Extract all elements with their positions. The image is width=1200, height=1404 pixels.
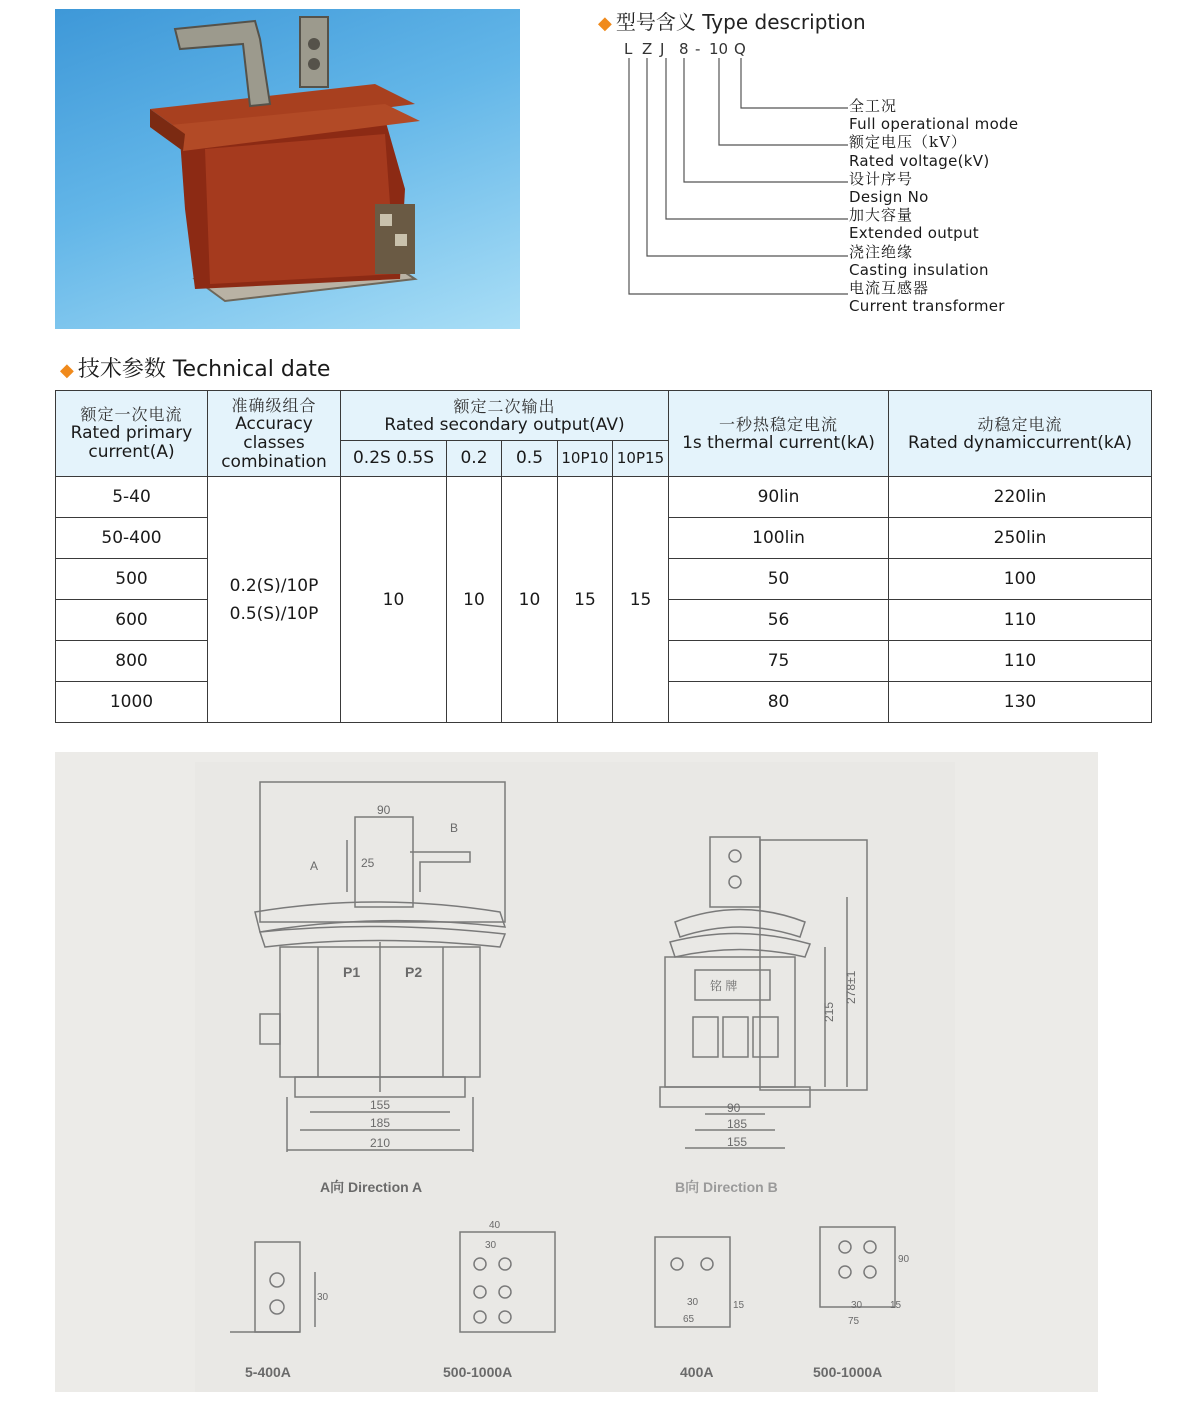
code-letter: Z	[642, 40, 653, 58]
subheader-cell: 0.2	[447, 441, 502, 477]
thermal-current-cell: 100lin	[669, 518, 889, 559]
terminal-dim: 75	[848, 1316, 860, 1327]
terminal-dim: 30	[485, 1240, 497, 1251]
thermal-current-cell: 75	[669, 641, 889, 682]
terminal-dim: 30	[851, 1300, 863, 1311]
base-dim: 185	[370, 1116, 391, 1130]
direction-a-label: A向 Direction A	[320, 1179, 423, 1195]
code-letter: 8	[679, 40, 689, 58]
terminal-dim: 30	[317, 1292, 329, 1303]
subheader-cell: 10P15	[613, 441, 669, 477]
height-dim: 215	[822, 1001, 836, 1022]
diamond-bullet-icon: ◆	[598, 13, 612, 34]
base-dim: 210	[370, 1136, 391, 1150]
dynamic-current-cell: 110	[889, 641, 1152, 682]
nameplate-label: 铭 牌	[710, 979, 738, 993]
legend-item: 浇注绝缘 Casting insulation	[849, 242, 989, 279]
side-base-dim: 90	[727, 1101, 741, 1115]
current-transformer-illustration	[55, 9, 520, 329]
dynamic-current-cell: 220lin	[889, 477, 1152, 518]
terminal-label: 500-1000A	[443, 1364, 513, 1380]
code-legend	[849, 97, 1169, 315]
subheader-cell: 10P10	[558, 441, 613, 477]
technical-data-table	[55, 390, 1152, 723]
primary-current-cell: 50-400	[56, 518, 208, 559]
output-cell: 10	[502, 477, 558, 723]
label-p1: P1	[343, 964, 361, 980]
diamond-bullet-icon: ◆	[60, 360, 74, 381]
thermal-current-cell: 80	[669, 682, 889, 723]
label-a: A	[310, 859, 319, 873]
legend-item: 全工况 Full operational mode	[849, 97, 1019, 134]
subheader-cell: 0.5	[502, 441, 558, 477]
dynamic-current-cell: 130	[889, 682, 1152, 723]
primary-current-cell: 600	[56, 600, 208, 641]
height-dim: 278±1	[844, 970, 858, 1004]
dynamic-current-cell: 100	[889, 559, 1152, 600]
output-cell: 15	[613, 477, 669, 723]
terminal-label: 500-1000A	[813, 1364, 883, 1380]
outline-drawing	[55, 752, 1098, 1392]
dynamic-current-cell: 250lin	[889, 518, 1152, 559]
output-cell: 10	[447, 477, 502, 723]
terminal-dim: 30	[687, 1297, 699, 1308]
accuracy-cell: 0.2(S)/10P 0.5(S)/10P	[208, 477, 341, 723]
terminal-label: 400A	[680, 1364, 714, 1380]
side-base-dim: 185	[727, 1117, 748, 1131]
legend-item: 加大容量 Extended output	[849, 206, 979, 243]
primary-current-cell: 1000	[56, 682, 208, 723]
header-primary-current: 额定一次电流 Rated primary current(A)	[56, 391, 208, 477]
primary-current-cell: 800	[56, 641, 208, 682]
legend-item: 额定电压（kV） Rated voltage(kV)	[849, 133, 990, 170]
thermal-current-cell: 56	[669, 600, 889, 641]
dim-90: 90	[377, 803, 391, 817]
side-base-dim: 155	[727, 1135, 748, 1149]
terminal-dim: 40	[489, 1220, 501, 1231]
dim-25: 25	[361, 856, 375, 870]
output-cell: 15	[558, 477, 613, 723]
output-cell: 10	[341, 477, 447, 723]
terminal-dim: 15	[890, 1300, 902, 1311]
technical-data-title: ◆ 技术参数 Technical date	[60, 357, 331, 382]
header-dynamic-current: 动稳定电流 Rated dynamiccurrent(kA)	[889, 391, 1152, 477]
subheader-cell: 0.2S 0.5S	[341, 441, 447, 477]
code-letter: Q	[734, 40, 746, 58]
code-letter: L	[624, 40, 633, 58]
terminal-dim: 15	[733, 1300, 745, 1311]
primary-current-cell: 500	[56, 559, 208, 600]
thermal-current-cell: 50	[669, 559, 889, 600]
direction-b-label: B向 Direction B	[675, 1179, 778, 1195]
legend-item: 电流互感器 Current transformer	[849, 279, 1005, 316]
dimension-drawing	[55, 752, 1098, 1392]
header-accuracy: 准确级组合 Accuracy classes combination	[208, 391, 341, 477]
code-leader-lines	[600, 56, 860, 301]
legend-item: 设计序号 Design No	[849, 169, 929, 207]
header-thermal-current: 一秒热稳定电流 1s thermal current(kA)	[669, 391, 889, 477]
dynamic-current-cell: 110	[889, 600, 1152, 641]
label-p2: P2	[405, 964, 423, 980]
code-letter: 10	[709, 40, 729, 58]
terminal-dim: 90	[898, 1254, 910, 1265]
primary-current-cell: 5-40	[56, 477, 208, 518]
terminal-dim: 65	[683, 1314, 695, 1325]
code-letter: -	[695, 40, 701, 58]
terminal-label: 5-400A	[245, 1364, 291, 1380]
code-letter: J	[660, 40, 665, 58]
header-secondary-output: 额定二次输出 Rated secondary output(AV)	[341, 391, 669, 441]
base-dim: 155	[370, 1098, 391, 1112]
product-photo	[55, 9, 520, 329]
table-row	[56, 477, 1152, 518]
type-description-title: ◆ 型号含义 Type description	[598, 10, 866, 34]
label-b: B	[450, 821, 459, 835]
thermal-current-cell: 90lin	[669, 477, 889, 518]
